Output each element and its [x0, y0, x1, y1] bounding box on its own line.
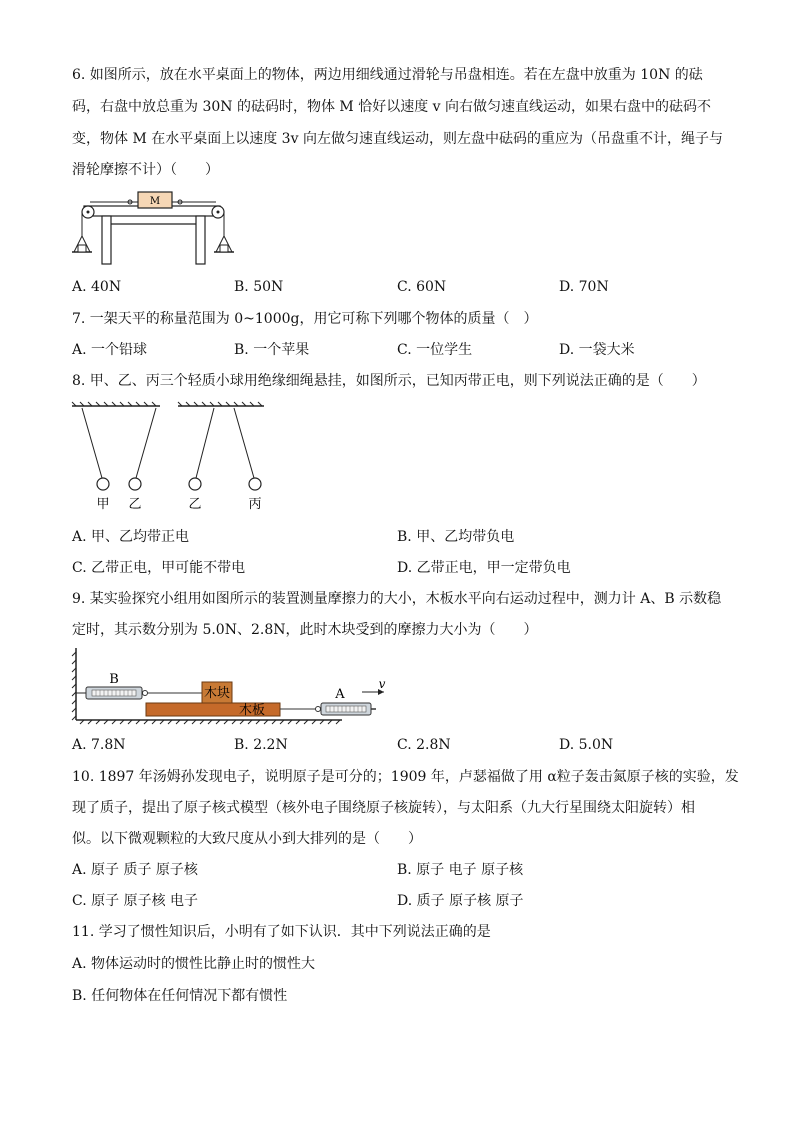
q7-option-c: C. 一位学生 — [397, 342, 473, 358]
q9-option-d: D. 5.0N — [559, 737, 614, 753]
q9-option-c: C. 2.8N — [397, 737, 451, 753]
q6-block-label: M — [149, 196, 161, 207]
q10-option-a: A. 原子 质子 原子核 — [72, 862, 198, 878]
q9-board-label: 木板 — [238, 703, 266, 718]
q8-ball-label-yi-2: 乙 — [188, 497, 202, 512]
q6-pulley-figure — [72, 190, 242, 270]
q6-stem-line-1: 6. 如图所示，放在水平桌面上的物体，两边用细线通过滑轮与吊盘相连。若在左盘中放重为 10N 的砝 — [72, 67, 703, 83]
q9-option-a: A. 7.8N — [72, 737, 126, 753]
q8-stem: 8. 甲、乙、丙三个轻质小球用绝缘细绳悬挂，如图所示，已知丙带正电，则下列说法正确的是（ ） — [72, 373, 706, 389]
q6-stem-line-2: 码，右盘中放总重为 30N 的砝码时，物体 M 恰好以速度 v 向右做匀速直线运动，如果右盘中的砝码不 — [72, 99, 712, 115]
q8-ball-label-jia: 甲 — [96, 497, 110, 512]
q10-stem-line-3: 似。以下微观颗粒的大致尺度从小到大排列的是（ ） — [72, 831, 422, 847]
q9-velocity-label: v — [378, 677, 386, 691]
q10-stem-line-2: 现了质子，提出了原子核式模型（核外电子围绕原子核旋转），与太阳系（九大行星围绕太阳旋转）相 — [72, 800, 695, 816]
q9-block-label: 木块 — [203, 686, 231, 701]
q11-option-b: B. 任何物体在任何情况下都有惯性 — [72, 988, 288, 1004]
q9-option-b: B. 2.2N — [234, 737, 288, 753]
q10-option-b: B. 原子 电子 原子核 — [397, 862, 524, 878]
q7-stem: 7. 一架天平的称量范围为 0~1000g，用它可称下列哪个物体的质量（ ） — [72, 311, 538, 327]
q9-gauge-a-label: A — [335, 687, 345, 702]
q9-friction-figure — [72, 646, 392, 728]
q6-option-d: D. 70N — [559, 279, 609, 295]
q10-option-c: C. 原子 原子核 电子 — [72, 893, 199, 909]
q11-stem: 11. 学习了惯性知识后，小明有了如下认识．其中下列说法正确的是 — [72, 924, 491, 940]
q8-option-a: A. 甲、乙均带正电 — [72, 529, 190, 545]
q6-option-c: C. 60N — [397, 279, 447, 295]
q6-stem-line-4: 滑轮摩擦不计）（ ） — [72, 162, 219, 178]
q6-option-b: B. 50N — [234, 279, 284, 295]
q8-ball-label-bing: 丙 — [248, 497, 262, 512]
q11-option-a: A. 物体运动时的惯性比静止时的惯性大 — [72, 956, 316, 972]
q7-option-a: A. 一个铅球 — [72, 342, 148, 358]
q10-stem-line-1: 10. 1897 年汤姆孙发现电子，说明原子是可分的；1909 年，卢瑟福做了用 α粒子轰击氮原子核的实验，发 — [72, 769, 739, 785]
q9-stem-line-1: 9. 某实验探究小组用如图所示的装置测量摩擦力的大小，木板水平向右运动过程中，测力计 A、B 示数稳 — [72, 591, 722, 607]
q8-option-b: B. 甲、乙均带负电 — [397, 529, 515, 545]
q8-ball-label-yi-1: 乙 — [128, 497, 142, 512]
q6-stem-line-3: 变，物体 M 在水平桌面上以速度 3v 向左做匀速直线运动，则左盘中砝码的重应为（吊盘重不计，绳子与 — [72, 131, 723, 147]
q8-option-c: C. 乙带正电，甲可能不带电 — [72, 560, 246, 576]
q8-hanging-balls-figure — [72, 402, 282, 512]
q8-option-d: D. 乙带正电，甲一定带负电 — [397, 560, 571, 576]
q7-option-d: D. 一袋大米 — [559, 342, 635, 358]
q10-option-d: D. 质子 原子核 原子 — [397, 893, 524, 909]
q9-stem-line-2: 定时，其示数分别为 5.0N、2.8N，此时木块受到的摩擦力大小为（ ） — [72, 622, 538, 638]
q7-option-b: B. 一个苹果 — [234, 342, 310, 358]
q9-gauge-b-label: B — [109, 672, 119, 687]
q6-option-a: A. 40N — [72, 279, 122, 295]
